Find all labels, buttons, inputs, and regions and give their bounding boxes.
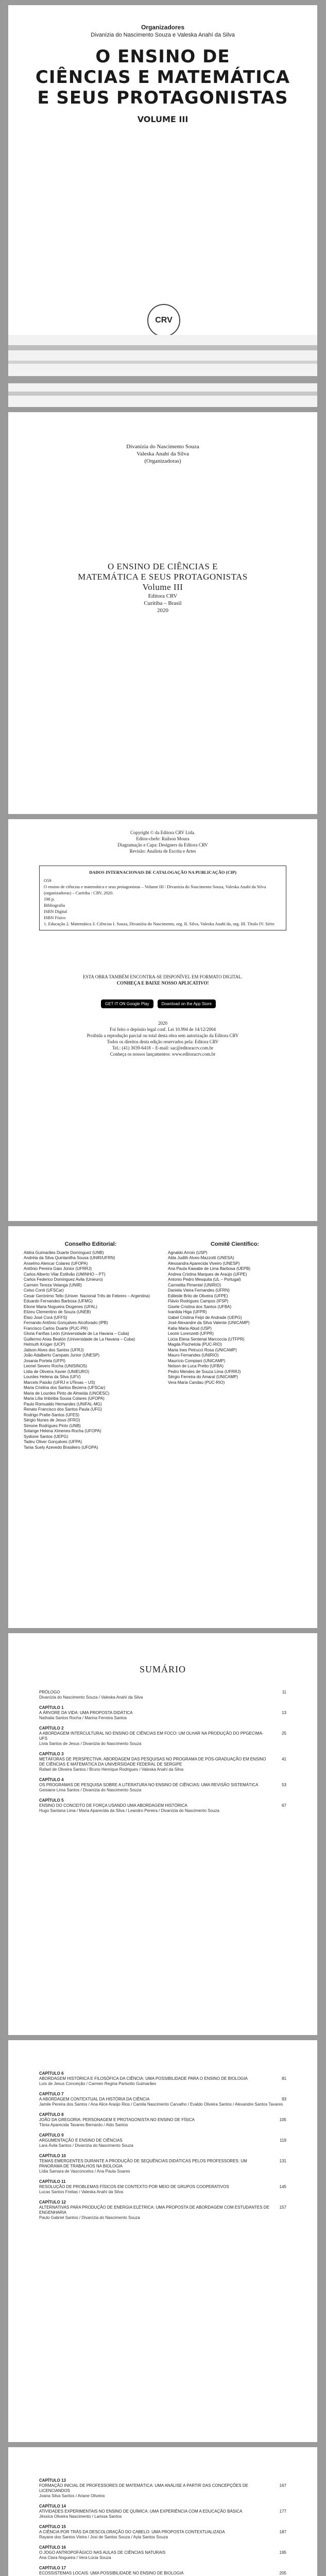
toc-page-number: 195	[279, 2550, 286, 2555]
copyright-block	[8, 1020, 317, 1057]
editorial-member: Carlos Federico Dominguez Avila (Unieuro)	[24, 1277, 103, 1282]
editorial-member: Gloria Fariñas León (Universidade de La Havana – Cuba)	[24, 1331, 129, 1336]
editorial-council	[24, 1242, 158, 1450]
toc-entry-title: OS PROGRAMAS DE PESQUISA SOBRE A LITERATURA NO ENSINO DE CIÊNCIAS: UMA REVISÃO SISTEMÁTICA	[39, 1783, 259, 1787]
scientific-member: Flávio Rodrigues Campos (IFSP)	[168, 1299, 229, 1303]
catalog-line: ISBN Digital	[44, 909, 67, 914]
toc-entry-authors: Geisiane Lima Santos / Divanízia do Nascimento Souza	[39, 1788, 142, 1792]
title-page-publisher	[8, 592, 317, 614]
toc-entry-authors: Lara Ávila Santos / Divanízia do Nascimento Souza	[39, 2143, 133, 2148]
editorial-member: Simone Rodrigues Pinto (UNB)	[24, 1423, 81, 1428]
editorial-member: Lídia de Oliveira Xavier (UNIEURO)	[24, 1369, 90, 1374]
editorial-member: Paulo Romualdo Hernandes (UNIFAL-MG)	[24, 1401, 102, 1406]
scientific-member: Antonio Pedro Mesquita (UL – Portugal)	[168, 1277, 241, 1282]
editorial-member: João Adalberto Campato Junior (UNESP)	[24, 1353, 100, 1358]
toc-entry-title: PRÓLOGO	[39, 1690, 60, 1694]
toc-entry-authors: Jamile Pereira dos Santos / Ana Alice Araújo Rios / Camila Nascimento Carvalho / Evaldo Oliveira Santos / Alexandre Santos Tavares	[39, 2102, 283, 2107]
toc-list	[39, 2478, 286, 2576]
editorial-member: Maria de Lourdes Pinto de Almeida (UNOESC)	[24, 1391, 110, 1396]
toc-page-number: 105	[279, 2117, 286, 2122]
toc-entry[interactable]	[39, 1690, 286, 1700]
toc-row	[39, 2571, 286, 2576]
editorial-member: Elizeu Clementino de Souza (UNEB)	[24, 1310, 91, 1314]
title-page-title	[39, 562, 286, 592]
cover-page	[8, 5, 317, 407]
toc-page-number: 167	[279, 2483, 286, 2488]
editorial-member: Renato Francisco dos Santos Paula (UFG)	[24, 1407, 102, 1412]
toc-row	[39, 2205, 286, 2215]
organizers-label: Organizadores	[141, 24, 185, 31]
app-store-badge[interactable]: Download on the App Store	[158, 999, 216, 1008]
title-page-line-1: O ENSINO DE CIÊNCIAS E	[107, 562, 218, 571]
toc-page-3	[8, 2447, 317, 2576]
toc-entry[interactable]	[39, 2200, 286, 2221]
catalog-title: DADOS INTERNACIONAIS DE CATALOGAÇÃO NA PUBLICAÇÃO (CIP)	[89, 870, 236, 875]
toc-row	[39, 2509, 286, 2514]
toc-entry-authors: Nathalia Santos Rocha / Marina Ferreira Santos	[39, 1716, 127, 1720]
catalog-line: Bibliografia	[44, 903, 65, 908]
scientific-member: José Alexandre da Silva Valente (UNICAMP)	[168, 1320, 250, 1325]
toc-entry-authors: Tânia Aparecida Tavares Bernardo / Aldo Santos	[39, 2123, 128, 2127]
editorial-member: Eduardo Fernandes Barbosa (UFMG)	[24, 1299, 93, 1303]
credit-line: Diagramação e Capa: Designers da Editora CRV	[117, 842, 208, 848]
catalog-card	[39, 866, 286, 930]
toc-entry-title: ENSINO DO CONCEITO DE FORÇA USANDO UMA ABORDAGEM HISTÓRICA	[39, 1803, 187, 1808]
credits-page	[8, 819, 317, 1221]
toc-entry-title: ALTERNATIVAS PARA PRODUÇÃO DE ENERGIA ELÉTRICA: UMA PROPOSTA DE ABORDAGEM COM ESTUDANTES DE ENGENHARIA	[39, 2205, 269, 2215]
editorial-member: Tania Suely Azevedo Brasileiro (UFOPA)	[24, 1445, 98, 1450]
toc-entry[interactable]	[39, 2154, 286, 2174]
toc-page-number: 81	[282, 2076, 286, 2081]
toc-chapter-number: CAPÍTULO 1	[39, 1705, 64, 1710]
editorial-member: Leonel Severo Rocha (UNISINOS)	[24, 1364, 88, 1368]
toc-page-number: 131	[279, 2159, 286, 2163]
copyright-line: Foi feito o depósito legal conf. Lei 10.994 de 14/12/2004	[110, 1027, 216, 1032]
toc-chapter-number: CAPÍTULO 6	[39, 2071, 64, 2076]
toc-row	[39, 2159, 286, 2169]
editorial-member: Solange Helena Ximenes-Rocha (UFOPA)	[24, 1429, 101, 1433]
scientific-member: Nelson de Luca Pretto (UFBA)	[168, 1364, 224, 1368]
scientific-committee	[168, 1242, 302, 1385]
editorial-member: Carmen Tereza Velanga (UNIR)	[24, 1282, 82, 1287]
toc-entry-authors: Luís de Jesus Conceição / Carmen Regina Parisotto Guimarães	[39, 2081, 157, 2086]
toc-page-number: 13	[282, 1710, 286, 1715]
toc-chapter-number: CAPÍTULO 7	[39, 2092, 64, 2096]
publisher-name: Editora CRV	[148, 593, 178, 599]
toc-entry[interactable]	[39, 1752, 286, 1772]
editorial-member: Sydione Santos (UEPG)	[24, 1434, 68, 1439]
toc-chapter-number: CAPÍTULO 4	[39, 1777, 64, 1782]
toc-entry-authors: Hugo Santana Lima / Maria Aparecida da Silva / Leandro Pereira / Divanízia do Nascimento Souza	[39, 1808, 219, 1813]
toc-row	[39, 1690, 286, 1695]
app-cta: CONHEÇA E BAIXE NOSSO APLICATIVO!	[116, 980, 209, 986]
toc-entry[interactable]	[39, 2179, 286, 2195]
scientific-member: Magda Pischetola (PUC-RIO)	[168, 1342, 222, 1347]
scientific-member: Andrea Cristina Marques de Araújo (UFPE)	[168, 1272, 247, 1277]
toc-chapter-number: CAPÍTULO 9	[39, 2133, 64, 2138]
scientific-member: Izabel Cristina Feijó de Andrade (UEPG)	[168, 1315, 242, 1320]
toc-entry-authors: Lucas Santos Freitas / Valeska Anahí da Silva	[39, 2190, 124, 2194]
title-line-3: E SEUS PROTAGONISTAS	[37, 88, 288, 108]
scientific-member: Katia Maria Abud (USP)	[168, 1326, 212, 1331]
toc-row	[39, 2138, 286, 2143]
catalog-line: 1. Educação 2. Matemática 3. Ciências I. Souza, Divanízia do Nascimento, org. II. Silva, Valeska Anahí da, org. III. Título IV. Série	[44, 921, 274, 926]
editorial-member: Marcelo Paixão (UFRJ e UTexas – US)	[24, 1380, 95, 1385]
toc-entry[interactable]	[39, 2071, 286, 2087]
toc-page-number: 157	[279, 2205, 286, 2210]
editorial-member: Antônio Pereira Gaio Júnior (UFRRJ)	[24, 1266, 92, 1271]
toc-chapter-number: CAPÍTULO 12	[39, 2200, 66, 2205]
editorial-member: Maria Cristina dos Santos Bezerra (UFSCar)	[24, 1385, 106, 1390]
toc-entry[interactable]	[39, 2478, 286, 2499]
toc-entry-title: A ABORDAGEM INTERCULTURAL NO ENSINO DE CIÊNCIAS EM FOCO: UM OLHAR NA PRODUÇÃO DO PPGECIMA-UFS	[39, 1731, 264, 1741]
editorial-member: Jailson Alves dos Santos (UFRJ)	[24, 1347, 84, 1352]
toc-entry-authors: Lívia Santos de Jesus / Divanízia do Nascimento Souza	[39, 1741, 142, 1746]
toc-entry-title: METÁFORAS DE PERSPECTIVA: ABORDAGEM DAS PESQUISAS NO PROGRAMA DE PÓS-GRADUAÇÃO EM ENSINO DE CIÊNCIAS E MATEMÁTICA DA UNIVERSIDADE FEDERAL DE SERGIPE	[39, 1757, 266, 1767]
toc-row	[39, 2530, 286, 2535]
toc-row	[39, 1803, 286, 1808]
scientific-member: Pedro Mendes de Souza Lima (UFRRJ)	[168, 1369, 241, 1374]
catalog-line: ISBN Físico	[44, 915, 66, 920]
toc-row	[39, 2117, 286, 2123]
google-play-badge[interactable]: GET IT ON Google Play	[101, 999, 153, 1008]
scientific-member: Carmelita Pimentel (UNIRIO)	[168, 1282, 221, 1287]
editorial-member: Rodrigo Pratte-Santos (UFES)	[24, 1412, 80, 1417]
toc-page-number: 119	[280, 2138, 286, 2143]
toc-row	[39, 1731, 286, 1741]
organizers-names: Divanízia do Nascimento Souza e Valeska Anahí da Silva	[91, 32, 235, 38]
editorial-member: Anselmo Alencar Colares (UFOPA)	[24, 1261, 88, 1266]
toc-entry-title: ABORDAGEM HISTÓRICA E FILOSÓFICA DA CIÊNCIA: UMA POSSIBILIDADE PARA O ENSINO DE BIOLOGIA	[39, 2076, 248, 2081]
credit-line: Editor-chefe: Railson Moura	[136, 836, 190, 841]
scientific-member: Sérgio Ferreira do Amaral (UNICAMP)	[168, 1375, 238, 1379]
toc-entry[interactable]	[39, 2566, 286, 2576]
scientific-member: Mauro Fernandes (UNIRIO)	[168, 1353, 219, 1358]
editorial-member: Josania Portela (UFPI)	[24, 1358, 65, 1363]
toc-page-number: 11	[282, 1690, 286, 1694]
toc-entry-title: JOÃO DA GREGORIA: PERSONAGEM E PROTAGONISTA NO ENSINO DE FÍSICA	[39, 2117, 195, 2122]
toc-entry-authors: Paulo Gabriel Santos / Divanízia do Nascimento Souza	[39, 2215, 140, 2220]
title-line-2: CIÊNCIAS E MATEMÁTICA	[35, 67, 290, 88]
editorial-council-title: Conselho Editorial:	[64, 1241, 117, 1247]
scientific-member: Maurício Compiani (UNICAMP)	[168, 1358, 226, 1363]
toc-entry-authors: Jéssica Oliveira Nascimento / Larissa Santos	[39, 2514, 122, 2519]
scientific-member: Ana Paula Kawabe de Lima Barbosa (UEPB)	[168, 1266, 251, 1271]
editorial-member: Guillermo Arias Beatón (Universidade de La Havana – Cuba)	[24, 1336, 135, 1342]
toc-row	[39, 2550, 286, 2555]
editorial-member: Lourdes Helena da Silva (UFV)	[24, 1375, 81, 1379]
editorial-member: Francisco Carlos Duarte (PUC-PR)	[24, 1326, 88, 1331]
scientific-committee-title: Comitê Científico:	[210, 1241, 260, 1247]
toc-chapter-number: CAPÍTULO 2	[39, 1726, 64, 1731]
copyright-line: Proibida a reprodução parcial ou total desta obra sem autorização da Editora CRV	[87, 1033, 239, 1038]
scientific-member: Gisele Cristina dos Santos (UFBA)	[168, 1304, 232, 1309]
toc-entry-title: ECOSSISTEMAS LOCAIS: UMA POSSIBILIDADE NO ENSINO DE BIOLOGIA	[39, 2571, 184, 2575]
editorial-member: Sérgio Nunes de Jesus (IFRO)	[24, 1418, 80, 1422]
editorial-member: Élsio José Corá (UFFS)	[24, 1315, 67, 1320]
toc-entry[interactable]	[39, 2112, 286, 2128]
toc-row	[39, 2076, 286, 2081]
toc-entry-title: ATIVIDADES EXPERIMENTAIS NO ENSINO DE QUÍMICA: UMA EXPERIÊNCIA COM A EDUCAÇÃO BÁSICA	[39, 2509, 243, 2514]
digital-availability	[29, 974, 297, 986]
copyright-line: Conheça os nossos lançamentos: www.editoracrv.com.br	[110, 1052, 216, 1057]
scientific-member: Vera Maria Candau (PUC-RIO)	[168, 1380, 225, 1385]
catalog-line: O ensino de ciências e matemática e seus protagonistas – Volume III / Divanízia do Nascimento Souza, Valeska Anahí da Silva (organizadoras) – Curitiba : CRV, 2020.	[44, 884, 266, 895]
toc-row	[39, 2184, 286, 2190]
editorial-member: Tadeu Oliver Gonçalves (UFPA)	[24, 1439, 82, 1444]
toc-row	[39, 1710, 286, 1716]
scientific-member: Alda Judith Alves-Mazzotti (UNESA)	[168, 1256, 234, 1260]
editorial-member: Cesar Gerónimo Tello (Univer. Nacional Três de Febrero – Argentina)	[24, 1293, 150, 1298]
title-page-organizers	[8, 443, 317, 465]
toc-page-number: 145	[279, 2184, 286, 2189]
scientific-committee-list	[168, 1250, 302, 1386]
toc-page-2	[8, 2040, 317, 2442]
editorial-member: Maria Lília Imbiriba Sousa Colares (UFOPA)	[24, 1396, 105, 1401]
toc-entry[interactable]	[39, 2504, 286, 2519]
editorial-member: Fernando Antônio Gonçalves Alcoforado (IPB)	[24, 1320, 108, 1325]
title-page	[8, 412, 317, 814]
toc-chapter-number: CAPÍTULO 16	[39, 2545, 66, 2550]
toc-entry-title: O JOGO ANTROPOFÁGICO NAS AULAS DE CIÊNCIAS NATURAIS	[39, 2550, 166, 2555]
editorial-member: Andréia da Silva Quintanilha Sousa (UNIR/UFRN)	[24, 1256, 115, 1260]
scientific-member: Maria Ines Petrucci Rosa (UNICAMP)	[168, 1347, 237, 1352]
toc-page-number: 187	[279, 2530, 286, 2534]
editorial-member: Celso Conti (UFSCar)	[24, 1288, 64, 1293]
toc-entry[interactable]	[39, 2545, 286, 2561]
editorial-member: Carlos Alberto Vilar Estêvão (UMINHO – PT)	[24, 1272, 106, 1277]
toc-row	[39, 2483, 286, 2494]
toc-page-1	[8, 1633, 317, 2035]
toc-chapter-number: CAPÍTULO 15	[39, 2524, 66, 2529]
volume-label: VOLUME III	[137, 114, 188, 124]
toc-entry[interactable]	[39, 1798, 286, 1814]
toc-chapter-number: CAPÍTULO 13	[39, 2478, 66, 2483]
toc-list	[39, 2071, 286, 2226]
toc-entry-title: A ÁRVORE DA VIDA: UMA PROPOSTA DIDÁTICA	[39, 1710, 133, 1715]
toc-row	[39, 1783, 286, 1788]
toc-list	[39, 1690, 286, 1819]
toc-entry[interactable]	[39, 1777, 286, 1793]
toc-entry-title: ARGUMENTAÇÃO E ENSINO DE CIÊNCIAS	[39, 2138, 123, 2143]
toc-entry-authors: Ana Clara Nogueira / Vera Lúcia Souza	[39, 2555, 111, 2560]
app-store-badges	[101, 999, 216, 1008]
editorial-member: Aldira Guimarães Duarte Domínguez (UNB)	[24, 1250, 104, 1255]
toc-entry-authors: Joana Silva Santos / Ariane Oliveira	[39, 2494, 105, 2498]
toc-chapter-number: CAPÍTULO 3	[39, 1752, 64, 1756]
organizer-1: Divanízia do Nascimento Souza	[126, 444, 199, 450]
toc-chapter-number: CAPÍTULO 5	[39, 1798, 64, 1803]
credits-block	[8, 829, 317, 854]
toc-row	[39, 1757, 286, 1767]
scientific-member: Agnaldo Arroio (USP)	[168, 1250, 208, 1255]
toc-entry[interactable]	[39, 1705, 286, 1721]
copyright-line: Tel.: (41) 3039-6418 – E-mail: sac@editoracrv.com.br	[112, 1045, 213, 1050]
toc-chapter-number: CAPÍTULO 17	[39, 2566, 66, 2570]
copyright-line: 2020	[158, 1021, 167, 1026]
toc-entry[interactable]	[39, 2092, 286, 2107]
book-title	[29, 46, 297, 108]
toc-entry[interactable]	[39, 2133, 286, 2148]
toc-entry-authors: Rafael de Oliveira Santos / Bruno Henrique Rodrigues / Valeska Anahí da Silva	[39, 1767, 184, 1772]
toc-page-number: 25	[282, 1731, 286, 1736]
scientific-member: Lúcia Elena Sentenal Marcoccia (UTFPR)	[168, 1336, 245, 1342]
toc-entry-title: A CIÊNCIA POR TRÁS DA DESCOLORAÇÃO DO CABELO: UMA PROPOSTA CONTEXTUALIZADA	[39, 2530, 225, 2534]
cover-stripes-decoration	[8, 335, 317, 407]
scientific-member: Edileide Brito de Oliveira (UFPE)	[168, 1293, 228, 1298]
title-line-1: O ENSINO DE	[95, 46, 230, 67]
editorial-council-list	[24, 1250, 158, 1451]
credit-line: Copyright © da Editora CRV Ltda.	[130, 830, 195, 835]
publication-year: 2020	[157, 607, 168, 614]
title-page-line-2: MATEMÁTICA E SEUS PROTAGONISTAS	[78, 572, 248, 582]
catalog-line: 198 p.	[44, 896, 55, 902]
council-page	[8, 1226, 317, 1628]
copyright-line: Todos os direitos desta edição reservados pela: Editora CRV	[107, 1039, 219, 1044]
toc-entry-title: FORMAÇÃO INICIAL DE PROFESSORES DE MATEMÁTICA: UMA ANÁLISE A PARTIR DAS CONCEPÇÕES DE LICENCIANDOS	[39, 2483, 249, 2493]
toc-chapter-number: CAPÍTULO 11	[39, 2179, 66, 2184]
organizer-2: Valeska Anahí da Silva	[136, 451, 189, 457]
scientific-member: Daniela Vieira Fernandes (UFRN)	[168, 1288, 230, 1293]
toc-entry[interactable]	[39, 2524, 286, 2540]
toc-entry-authors: Rayane dos Santos Vieira / Josi de Santos Souza / Ayla Santos Souza	[39, 2535, 168, 2539]
scientific-member: Alessandra Aparecida Viveiro (UNESP)	[168, 1261, 240, 1266]
publisher-city: Curitiba – Brasil	[144, 600, 182, 606]
title-page-line-3: Volume III	[142, 582, 183, 592]
toc-entry-authors: Divanízia do Nascimento Souza / Valeska Anahí da Silva	[39, 1695, 143, 1700]
toc-entry-authors: Lídia Samara de Vasconcelos / Ana Paula Soares	[39, 2169, 130, 2174]
toc-chapter-number: CAPÍTULO 14	[39, 2504, 66, 2509]
toc-title: SUMÁRIO	[139, 1664, 186, 1674]
credit-line: Revisão: Analista de Escrita e Artes	[129, 849, 196, 854]
toc-page-number: 93	[282, 2097, 286, 2102]
toc-entry-title: TEMAS EMERGENTES DURANTE A PRODUÇÃO DE SEQUÊNCIAS DIDÁTICAS PELOS PROFESSORES: UM PANORAMA DE TRABALHOS NA BIOLOGIA	[39, 2159, 247, 2168]
toc-entry-title: RESOLUÇÃO DE PROBLEMAS FÍSICOS EM CONTEXTO POR MEIO DE GRUPOS COOPERATIVOS	[39, 2184, 229, 2189]
toc-entry-title: A ABORDAGEM CONTEXTUAL DA HISTÓRIA DA CIÊNCIA	[39, 2097, 150, 2102]
toc-page-number: 177	[279, 2509, 286, 2514]
publisher-logo: CRV	[147, 304, 180, 337]
toc-page-number: 205	[279, 2571, 286, 2575]
toc-row	[39, 2097, 286, 2102]
toc-chapter-number: CAPÍTULO 8	[39, 2112, 64, 2117]
toc-entry[interactable]	[39, 1726, 286, 1747]
digital-note: ESTA OBRA TAMBÉM ENCONTRA-SE DISPONÍVEL EM FORMATO DIGITAL.	[83, 974, 243, 979]
toc-page-number: 53	[282, 1783, 286, 1787]
organizer-role: (Organizadoras)	[144, 458, 181, 464]
editorial-member: Helmuth Krüger (UCP)	[24, 1342, 65, 1347]
toc-page-number: 41	[282, 1757, 286, 1761]
scientific-member: Ivanilda Higa (UFPR)	[168, 1310, 207, 1314]
toc-chapter-number: CAPÍTULO 10	[39, 2154, 66, 2158]
toc-page-number: 67	[282, 1803, 286, 1808]
scientific-member: Leonir Lorenzetti (UFPR)	[168, 1331, 214, 1336]
catalog-line: O59	[44, 878, 52, 883]
editorial-member: Elione Maria Nogueira Diogenes (UFAL)	[24, 1304, 97, 1309]
